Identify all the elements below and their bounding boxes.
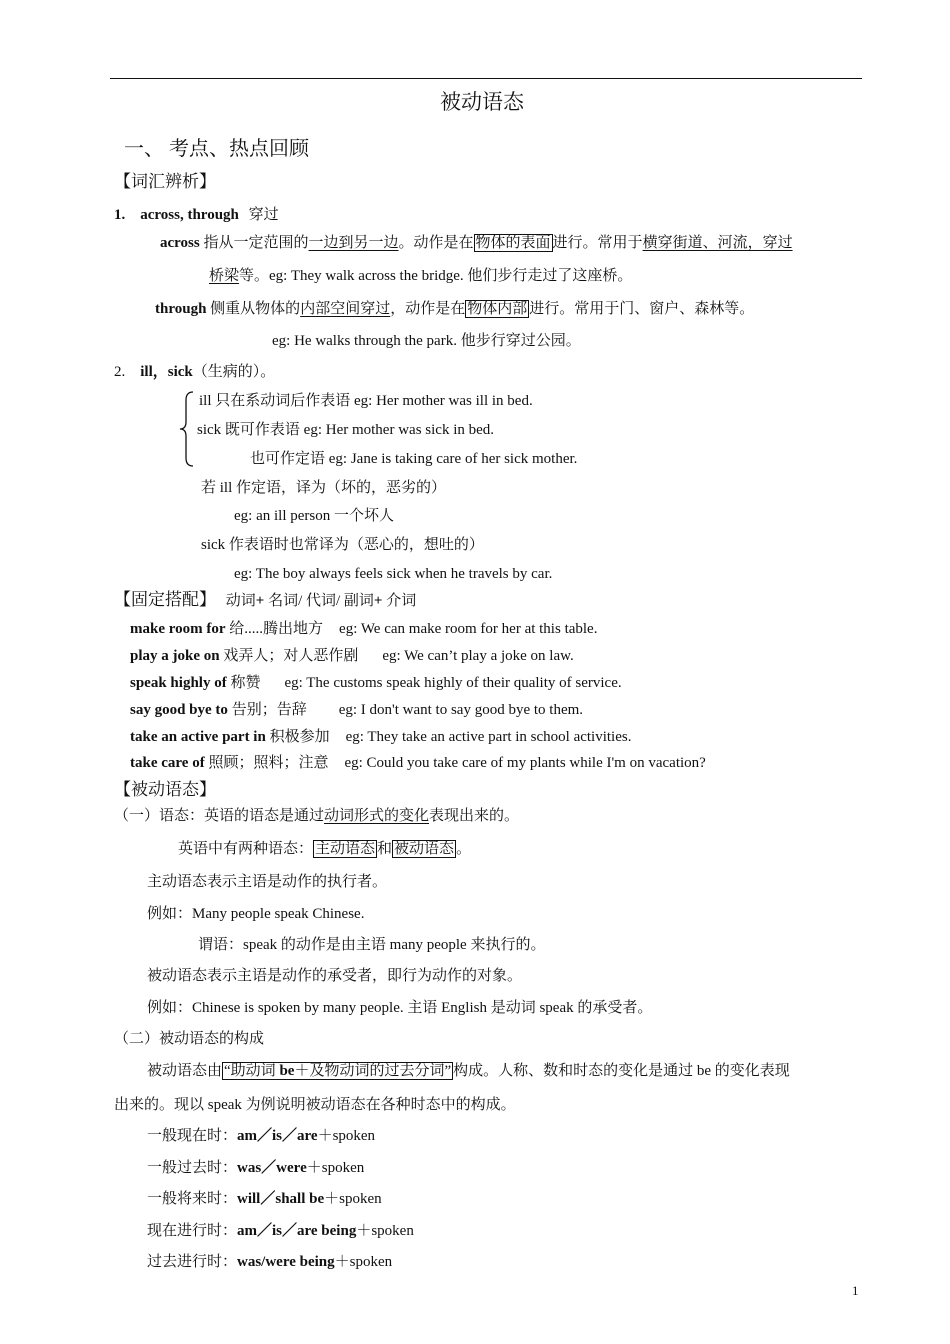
passive-header: 【被动语态】 — [114, 780, 216, 799]
through-underline: 内部空间穿过 — [300, 301, 391, 317]
through-boxed-text: 物体内部 — [467, 301, 528, 317]
item2-number: 2. — [114, 364, 126, 380]
ill-usage-line: ill 只在系动词后作表语 eg: Her mother was ill in bed. — [199, 393, 533, 409]
across-underline-2: 横穿街道、河流，穿过 — [642, 235, 793, 251]
active-voice-box: 主动语态 — [315, 841, 376, 857]
sick-usage-line-1: sick 既可作表语 eg: Her mother was sick in bed. — [197, 422, 495, 438]
vocab-header: 【词汇辨析】 — [114, 172, 216, 191]
page-number: 1 — [852, 1283, 859, 1298]
passive-structure-desc: 被动语态由 “助动词 be＋及物动词的过去分词” 构成。人称、数和时态的变化是通过 be 的变化表现 — [147, 1063, 790, 1079]
curly-brace-icon — [178, 390, 196, 468]
two-voices-line: 英语中有两种语态： 主动语态 和 被动语态 。 — [178, 841, 472, 857]
across-definition-cont — [209, 267, 632, 285]
passive-formula-box: “助动词 be＋及物动词的过去分词” — [224, 1063, 452, 1079]
tense-row: 一般将来时：will／shall be＋spoken — [147, 1191, 382, 1207]
tense-row: 一般现在时：am／is／are＋spoken — [147, 1128, 376, 1144]
collocation-row: take an active part in 积极参加 eg: They take an active part in school activities. — [130, 729, 632, 745]
collocation-row: play a joke on 戏弄人；对人恶作剧 eg: We can’t play a joke on law. — [130, 648, 574, 664]
collocation-row: speak highly of 称赞 eg: The customs speak highly of their quality of service. — [130, 675, 622, 691]
item2-words: ill，sick — [140, 364, 193, 380]
passive-voice-example: 例如：Chinese is spoken by many people. 主语 English 是动词 speak 的承受者。 — [147, 1000, 653, 1016]
through-word: through — [155, 301, 207, 317]
active-voice-explanation: 谓语：speak 的动作是由主语 many people 来执行的。 — [198, 937, 546, 953]
tense-row: 现在进行时：am／is／are being＋spoken — [147, 1223, 414, 1239]
fixed-header: 【固定搭配】 — [114, 590, 216, 609]
collocation-row: make room for 给.....腾出地方 eg: We can make room for her at this table. — [130, 621, 598, 637]
passive-voice-desc: 被动语态表示主语是动作的承受者，即行为动作的对象。 — [147, 968, 523, 984]
item2-gloss: （生病的）。 — [192, 364, 276, 380]
item1-words: across, through — [140, 207, 239, 223]
active-voice-desc: 主动语态表示主语是动作的执行者。 — [147, 874, 388, 890]
fixed-collocations-heading — [114, 590, 416, 610]
across-underline-3: 桥梁 — [209, 268, 240, 284]
voice-underline: 动词形式的变化 — [324, 808, 430, 824]
sick-usage-line-2: 也可作定语 eg: Jane is taking care of her sick mother. — [250, 451, 578, 467]
voice-definition: （一）语态：英语的语态是通过动词形式的变化表现出来的。 — [114, 808, 520, 824]
collocation-row: take care of 照顾；照料；注意 eg: Could you take care of my plants while I'm on vacation? — [130, 755, 706, 771]
passive-voice-box: 被动语态 — [394, 841, 455, 857]
tense-row: 过去进行时：was/were being＋spoken — [147, 1254, 393, 1270]
sick-predicative-note: sick 作表语时也常译为（恶心的，想吐的） — [201, 537, 484, 553]
ill-example: eg: an ill person 一个坏人 — [234, 508, 394, 524]
section-heading-review: 一、 考点、热点回顾 — [124, 138, 309, 160]
ill-attributive-note: 若 ill 作定语，译为（坏的，恶劣的） — [201, 480, 447, 496]
active-voice-example: 例如：Many people speak Chinese. — [147, 906, 365, 922]
item2-heading — [114, 363, 275, 381]
tense-row: 一般过去时：was／were＋spoken — [147, 1160, 365, 1176]
item1-gloss: 穿过 — [248, 207, 279, 223]
passive-structure-desc-cont: 出来的。现以 speak 为例说明被动语态在各种时态中的构成。 — [114, 1097, 516, 1113]
collocation-pattern: 动词+ 名词/ 代词/ 副词+ 介词 — [225, 593, 417, 609]
across-example: 等。eg: They walk across the bridge. 他们步行走过了这座桥。 — [239, 268, 633, 284]
through-definition: through 侧重从物体的内部空间穿过，动作是在 物体内部 进行。常用于门、窗户、森林等。 — [155, 301, 755, 317]
passive-structure-heading: （二）被动语态的构成 — [114, 1031, 265, 1047]
across-word: across — [160, 235, 200, 251]
page-title: 被动语态 — [440, 90, 524, 114]
sick-example: eg: The boy always feels sick when he travels by car. — [234, 566, 553, 582]
item1-number: 1. — [114, 207, 126, 223]
across-boxed-text: 物体的表面 — [475, 235, 551, 251]
across-definition: across 指从一定范围的一边到另一边。动作是在 物体的表面 进行。常用于横穿街道、河流，穿过 — [160, 235, 793, 251]
through-example: eg: He walks through the park. 他步行穿过公园。 — [272, 333, 581, 349]
across-underline-1: 一边到另一边 — [308, 235, 399, 251]
header-rule — [110, 78, 862, 79]
collocation-row: say good bye to 告别；告辞 eg: I don't want to say good bye to them. — [130, 702, 584, 718]
item1-heading — [114, 206, 279, 224]
